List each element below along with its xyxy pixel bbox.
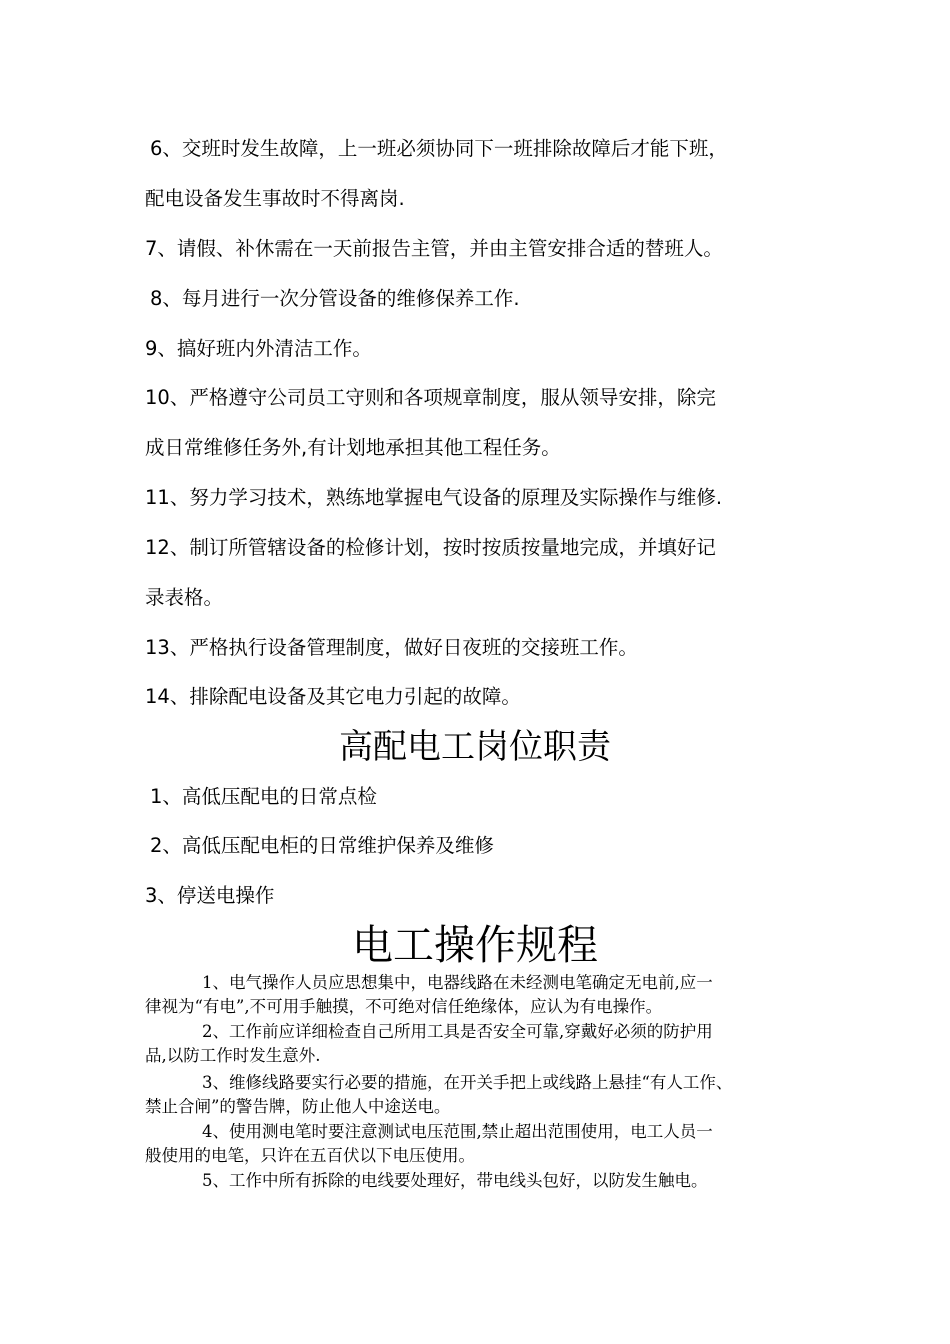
duty-line: 7、请假、补休需在一天前报告主管，并由主管安排合适的替班人。 — [145, 237, 723, 260]
procedure-line: 5、工作中所有拆除的电线要处理好，带电线头包好，以防发生触电。 — [202, 1171, 708, 1190]
duty-line: 12、制订所管辖设备的检修计划，按时按质按量地完成，并填好记 — [145, 536, 716, 559]
duty-item: 1、高低压配电的日常点检 — [150, 785, 377, 808]
procedure-line: 般使用的电笔，只许在五百伏以下电压使用。 — [145, 1146, 475, 1165]
procedure-line: 2、工作前应详细检查自己所用工具是否安全可靠,穿戴好必须的防护用 — [202, 1022, 713, 1041]
duty-item: 3、停送电操作 — [145, 884, 275, 907]
procedure-line: 1、电气操作人员应思想集中，电器线路在未经测电笔确定无电前,应一 — [202, 973, 713, 992]
duty-line: 13、严格执行设备管理制度，做好日夜班的交接班工作。 — [145, 636, 638, 659]
section-title-operating-procedures: 电工操作规程 — [352, 921, 598, 969]
duty-line: 11、努力学习技术，熟练地掌握电气设备的原理及实际操作与维修. — [145, 486, 723, 509]
duty-item: 2、高低压配电柜的日常维护保养及维修 — [150, 834, 494, 857]
duty-line: 8、每月进行一次分管设备的维修保养工作. — [150, 287, 520, 310]
procedure-line: 3、维修线路要实行必要的措施，在开关手把上或线路上悬挂“有人工作、 — [202, 1073, 733, 1092]
duty-line: 14、排除配电设备及其它电力引起的故障。 — [145, 685, 521, 708]
procedure-line: 禁止合闸”的警告牌，防止他人中途送电。 — [145, 1097, 451, 1116]
duty-line: 6、交班时发生故障，上一班必须协同下一班排除故障后才能下班， — [150, 137, 728, 160]
procedure-line: 品,以防工作时发生意外. — [145, 1046, 321, 1065]
duty-line: 10、严格遵守公司员工守则和各项规章制度，服从领导安排，除完 — [145, 386, 716, 409]
section-title-high-voltage-duties: 高配电工岗位职责 — [339, 727, 611, 767]
procedure-line: 4、使用测电笔时要注意测试电压范围,禁止超出范围使用，电工人员一 — [202, 1122, 713, 1141]
duty-line: 录表格。 — [145, 586, 224, 609]
duty-line: 配电设备发生事故时不得离岗. — [145, 187, 405, 210]
duty-line: 9、搞好班内外清洁工作。 — [145, 337, 372, 360]
procedure-line: 律视为“有电”,不可用手触摸，不可绝对信任绝缘体，应认为有电操作。 — [145, 997, 663, 1016]
duty-line: 成日常维修任务外,有计划地承担其他工程任务。 — [145, 436, 561, 459]
